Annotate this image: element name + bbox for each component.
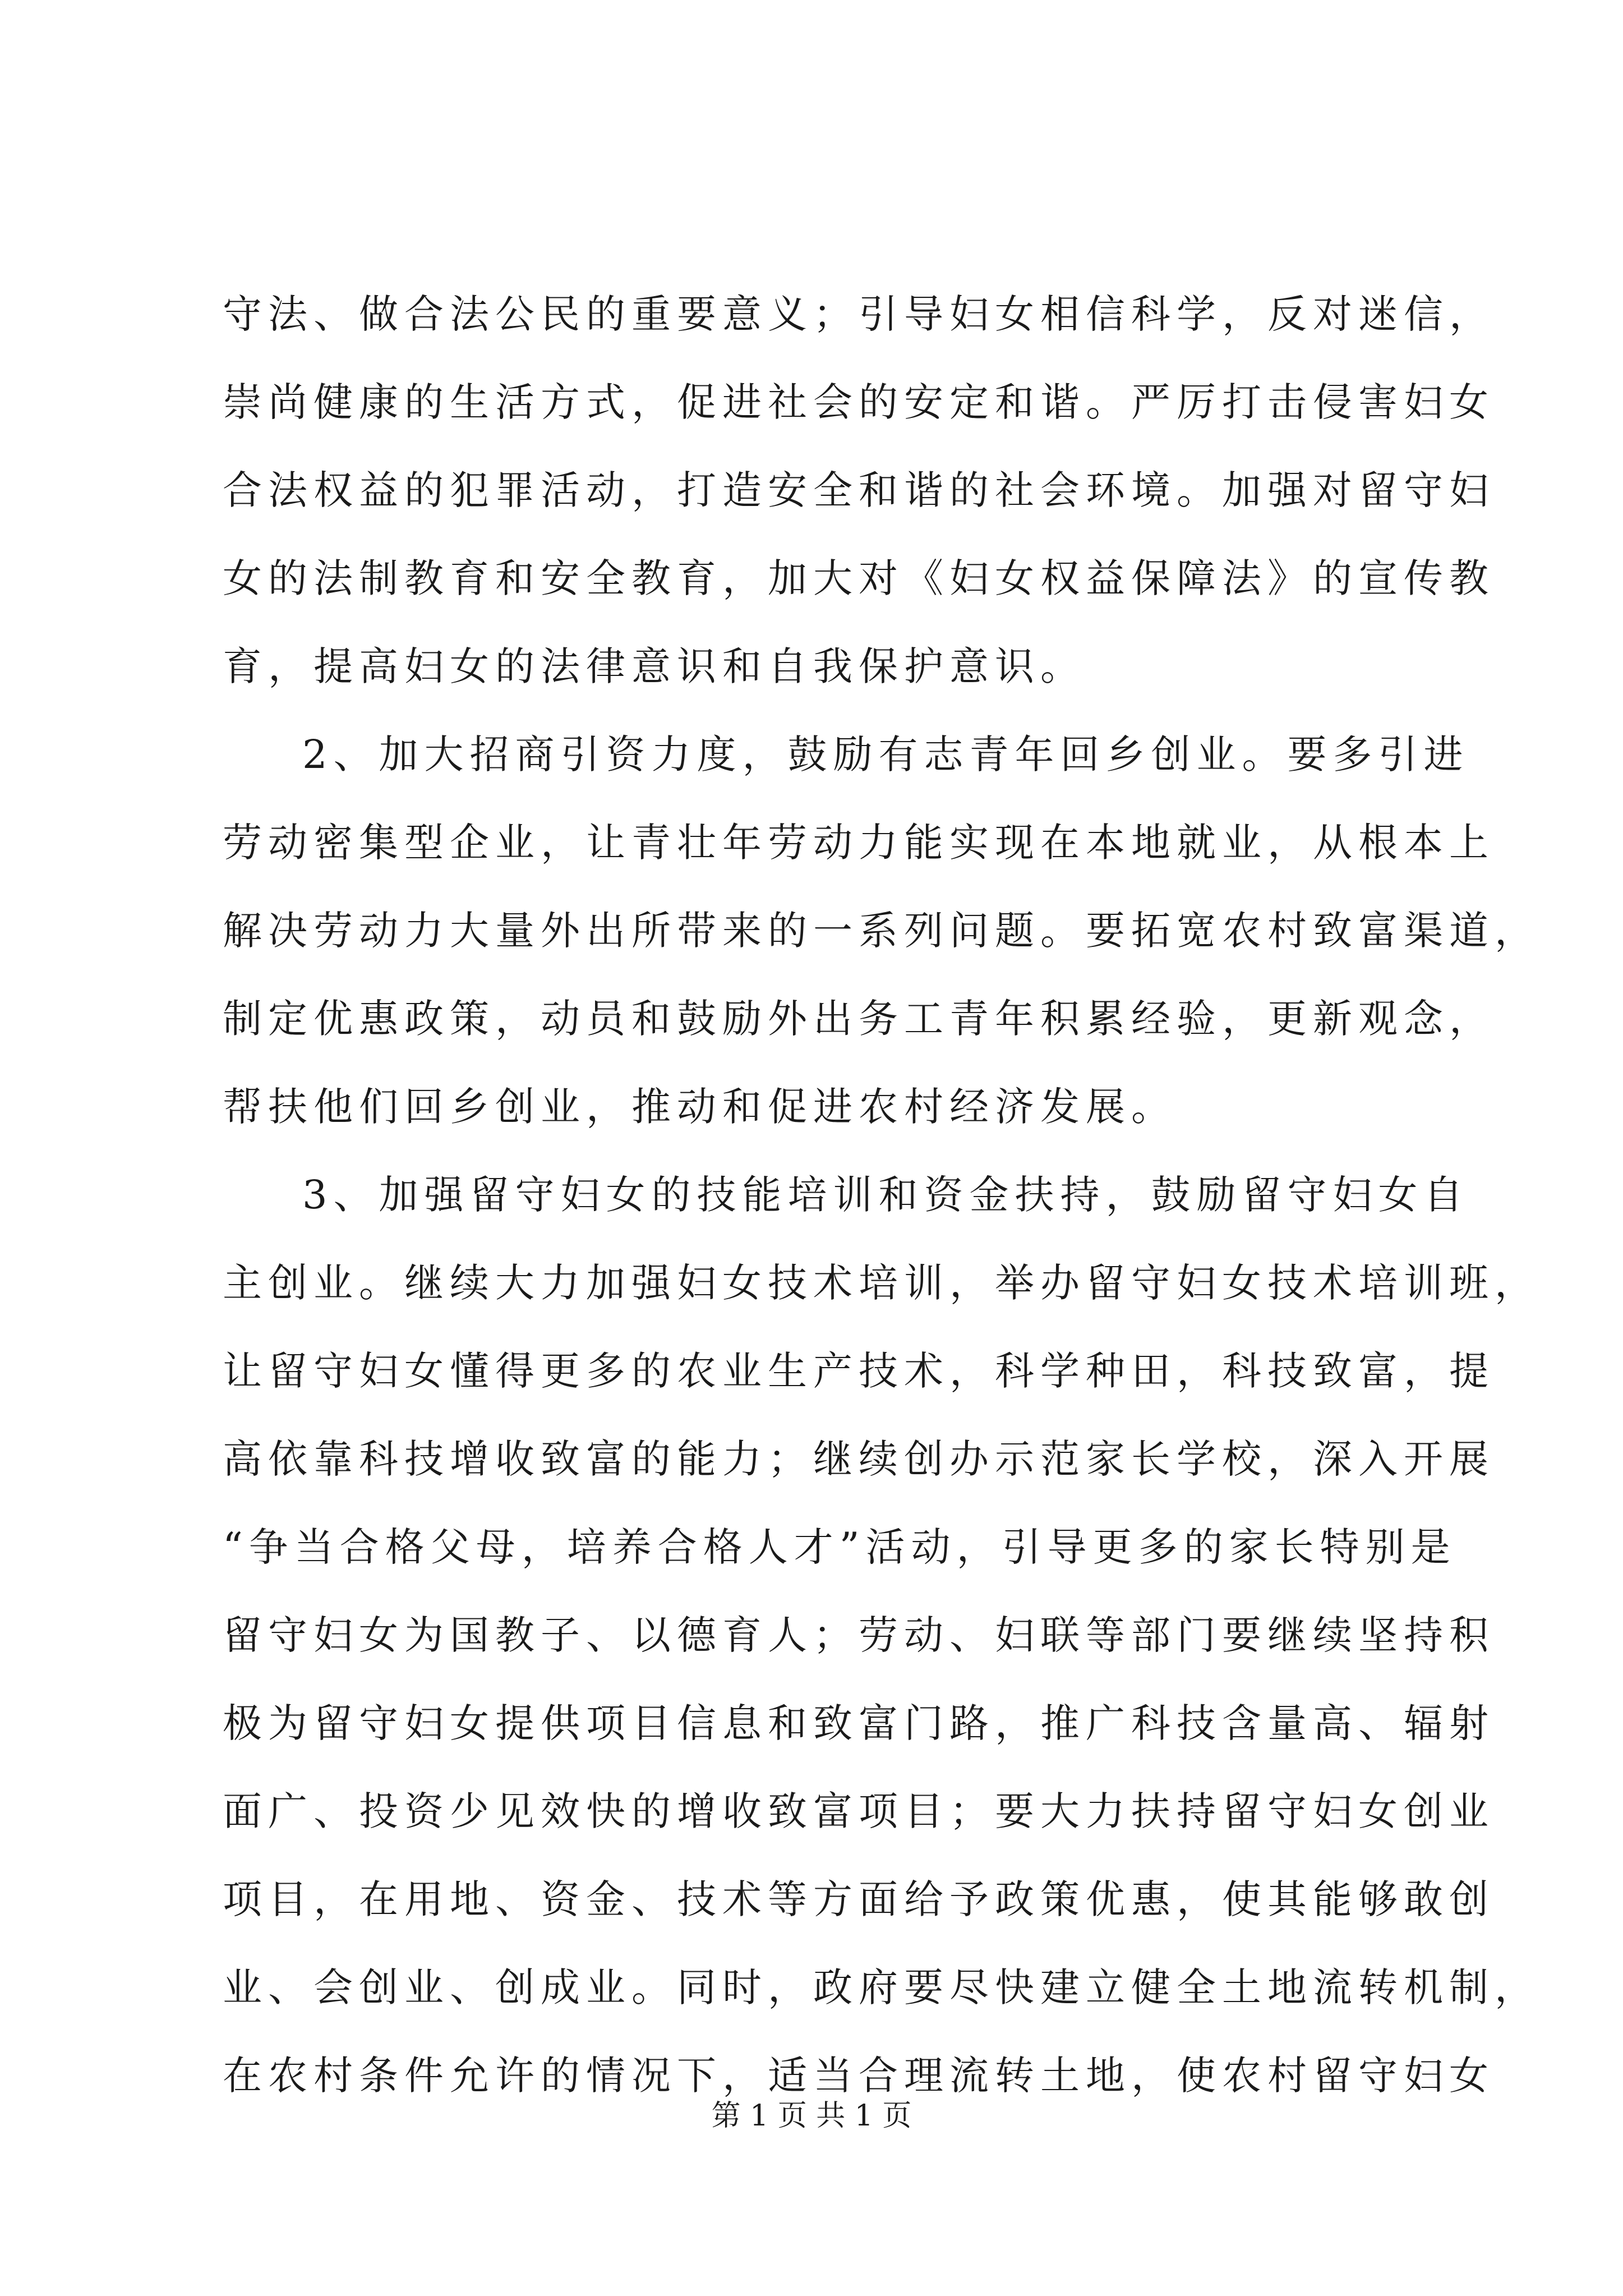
text-line: 育，提高妇女的法律意识和自我保护意识。 [223, 643, 1086, 689]
text-line: 女的法制教育和安全教育，加大对《妇女权益保障法》的宣传教 [223, 555, 1495, 601]
text-line: 主创业。继续大力加强妇女技术培训，举办留守妇女技术培训班， [223, 1260, 1540, 1306]
text-line: 制定优惠政策，动员和鼓励外出务工青年积累经验，更新观念， [223, 996, 1495, 1042]
text-line: 合法权益的犯罪活动，打造安全和谐的社会环境。加强对留守妇 [223, 467, 1495, 513]
text-line: 劳动密集型企业，让青壮年劳动力能实现在本地就业，从根本上 [223, 820, 1495, 866]
text-line: 解决劳动力大量外出所带来的一系列问题。要拓宽农村致富渠道， [223, 908, 1540, 954]
text-line: 项目，在用地、资金、技术等方面给予政策优惠，使其能够敢创 [223, 1876, 1495, 1922]
paragraph-2-first-line: 2、加大招商引资力度，鼓励有志青年回乡创业。要多引进 [302, 731, 1469, 777]
paragraph-3-first-line: 3、加强留守妇女的技能培训和资金扶持，鼓励留守妇女自 [302, 1172, 1469, 1218]
text-line: 在农村条件允许的情况下，适当合理流转土地，使农村留守妇女 [223, 2053, 1495, 2099]
text-line: 崇尚健康的生活方式，促进社会的安定和谐。严厉打击侵害妇女 [223, 379, 1495, 425]
text-line: 守法、做合法公民的重要意义；引导妇女相信科学，反对迷信， [223, 291, 1495, 337]
body-text [223, 291, 1540, 2141]
page-footer [0, 2099, 1623, 2133]
text-line: “争当合格父母，培养合格人才”活动，引导更多的家长特别是 [223, 1524, 1456, 1570]
text-line: 极为留守妇女提供项目信息和致富门路，推广科技含量高、辐射 [223, 1700, 1495, 1746]
text-line: 业、会创业、创成业。同时，政府要尽快建立健全土地流转机制， [223, 1964, 1540, 2010]
text-line: 高依靠科技增收致富的能力；继续创办示范家长学校，深入开展 [223, 1436, 1495, 1482]
page-number: 第 1 页 共 1 页 [711, 2099, 912, 2133]
text-line: 面广、投资少见效快的增收致富项目；要大力扶持留守妇女创业 [223, 1788, 1495, 1834]
text-line: 留守妇女为国教子、以德育人；劳动、妇联等部门要继续坚持积 [223, 1612, 1495, 1658]
text-line: 帮扶他们回乡创业，推动和促进农村经济发展。 [223, 1084, 1177, 1130]
text-line: 让留守妇女懂得更多的农业生产技术，科学种田，科技致富，提 [223, 1348, 1495, 1394]
